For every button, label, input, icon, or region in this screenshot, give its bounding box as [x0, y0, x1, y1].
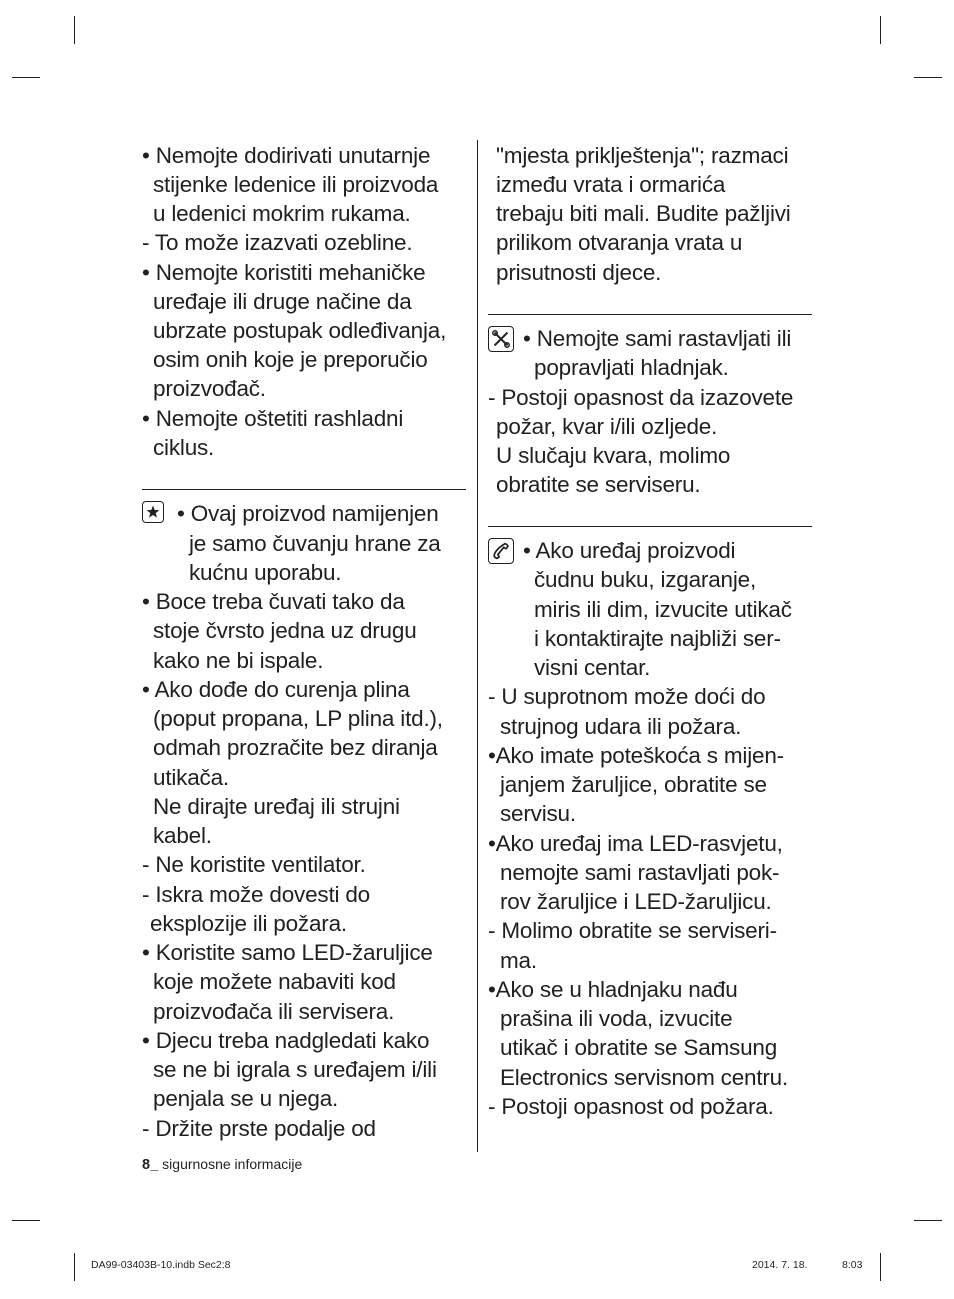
text-line: Ne dirajte uređaj ili strujni — [153, 794, 400, 819]
star-icon — [142, 501, 164, 523]
text-line: janjem žaruljice, obratite se — [500, 772, 767, 797]
text-line: između vrata i ormarića — [496, 172, 726, 197]
text-line: utikač i obratite se Samsung — [500, 1035, 778, 1060]
text-line: prilikom otvaranja vrata u — [496, 230, 743, 255]
text-line: ciklus. — [153, 435, 215, 460]
text-line: požar, kvar i/ili ozljede. — [496, 414, 718, 439]
text-line: - Molimo obratite se serviseri- — [488, 918, 777, 943]
text-line: (poput propana, LP plina itd.), — [153, 706, 443, 731]
text-line: •Ako se u hladnjaku nađu — [488, 977, 738, 1002]
text-line: se ne bi igrala s uređajem i/ili — [153, 1057, 437, 1082]
crop-mark-right-top — [914, 77, 942, 78]
text-line: rov žaruljice i LED-žaruljicu. — [500, 889, 772, 914]
text-line: utikača. — [153, 765, 229, 790]
section-divider — [488, 526, 812, 527]
crop-mark-top-right — [880, 16, 881, 44]
text-line: Electronics servisnom centru. — [500, 1065, 789, 1090]
text-line: koje možete nabaviti kod — [153, 969, 396, 994]
text-line: prašina ili voda, izvucite — [500, 1006, 733, 1031]
text-line: visni centar. — [534, 655, 651, 680]
text-line: - Postoji opasnost da izazovete — [488, 385, 794, 410]
text-line: trebaju biti mali. Budite pažljivi — [496, 201, 791, 226]
text-line: • Ako uređaj proizvodi — [523, 538, 736, 563]
text-line: • Nemojte oštetiti rashladni — [142, 406, 404, 431]
text-line: čudnu buku, izgaranje, — [534, 567, 757, 592]
text-line: u ledenici mokrim rukama. — [153, 201, 411, 226]
text-line: nemojte sami rastavljati pok- — [500, 860, 780, 885]
text-line: - Iskra može dovesti do — [142, 882, 370, 907]
page-number: 8_ — [142, 1157, 159, 1173]
text-line: ubrzate postupak odleđivanja, — [153, 318, 447, 343]
text-line: je samo čuvanju hrane za — [189, 531, 441, 556]
text-line: kako ne bi ispale. — [153, 648, 324, 673]
column-separator — [477, 140, 478, 1152]
crop-mark-left-bottom — [12, 1220, 40, 1221]
text-line: servisu. — [500, 801, 576, 826]
text-line: kabel. — [153, 823, 212, 848]
section-divider — [488, 314, 812, 315]
text-line: proizvođač. — [153, 376, 266, 401]
text-line: strujnog udara ili požara. — [500, 714, 742, 739]
text-line: obratite se serviseru. — [496, 472, 701, 497]
crop-mark-bottom-left — [74, 1253, 75, 1281]
no-disassembly-icon — [488, 326, 514, 352]
text-line: • Boce treba čuvati tako da — [142, 589, 405, 614]
text-line: penjala se u njega. — [153, 1086, 339, 1111]
text-line: •Ako uređaj ima LED-rasvjetu, — [488, 831, 783, 856]
slug-date: 2014. 7. 18. — [752, 1259, 808, 1271]
text-line: ma. — [500, 948, 537, 973]
slug-file: DA99-03403B-10.indb Sec2:8 — [91, 1259, 231, 1271]
text-line: stijenke ledenice ili proizvoda — [153, 172, 439, 197]
text-line: proizvođača ili servisera. — [153, 999, 395, 1024]
slug-time: 8:03 — [842, 1259, 863, 1271]
text-line: • Nemojte sami rastavljati ili — [523, 326, 792, 351]
text-line: •Ako imate poteškoća s mijen- — [488, 743, 784, 768]
text-line: • Ovaj proizvod namijenjen — [177, 501, 439, 526]
text-line: • Ako dođe do curenja plina — [142, 677, 410, 702]
text-line: miris ili dim, izvucite utikač — [534, 597, 792, 622]
crop-mark-left-top — [12, 77, 40, 78]
text-line: - Držite prste podalje od — [142, 1116, 376, 1141]
text-line: i kontaktirajte najbliži ser- — [534, 626, 781, 651]
text-line: odmah prozračite bez diranja — [153, 735, 438, 760]
text-line: kućnu uporabu. — [189, 560, 342, 585]
section-name: sigurnosne informacije — [162, 1156, 303, 1172]
text-line: eksplozije ili požara. — [150, 911, 347, 936]
text-line: • Nemojte dodirivati unutarnje — [142, 143, 431, 168]
crop-mark-right-bottom — [914, 1220, 942, 1221]
text-line: • Djecu treba nadgledati kako — [142, 1028, 430, 1053]
text-line: - To može izazvati ozebline. — [142, 230, 413, 255]
text-line: - Ne koristite ventilator. — [142, 852, 366, 877]
crop-mark-top-left — [74, 16, 75, 44]
text-line: popravljati hladnjak. — [534, 355, 729, 380]
section-divider — [142, 489, 466, 490]
text-line: • Koristite samo LED-žaruljice — [142, 940, 433, 965]
text-line: stoje čvrsto jedna uz drugu — [153, 618, 417, 643]
page-footer — [142, 1155, 302, 1174]
text-line: - U suprotnom može doći do — [488, 684, 766, 709]
text-line: prisutnosti djece. — [496, 260, 662, 285]
crop-mark-bottom-right — [880, 1253, 881, 1281]
phone-icon — [488, 538, 514, 564]
text-line: U slučaju kvara, molimo — [496, 443, 731, 468]
text-line: uređaje ili druge načine da — [153, 289, 412, 314]
text-line: • Nemojte koristiti mehaničke — [142, 260, 426, 285]
text-line: "mjesta priklještenja"; razmaci — [496, 143, 789, 168]
text-line: - Postoji opasnost od požara. — [488, 1094, 774, 1119]
text-line: osim onih koje je preporučio — [153, 347, 428, 372]
